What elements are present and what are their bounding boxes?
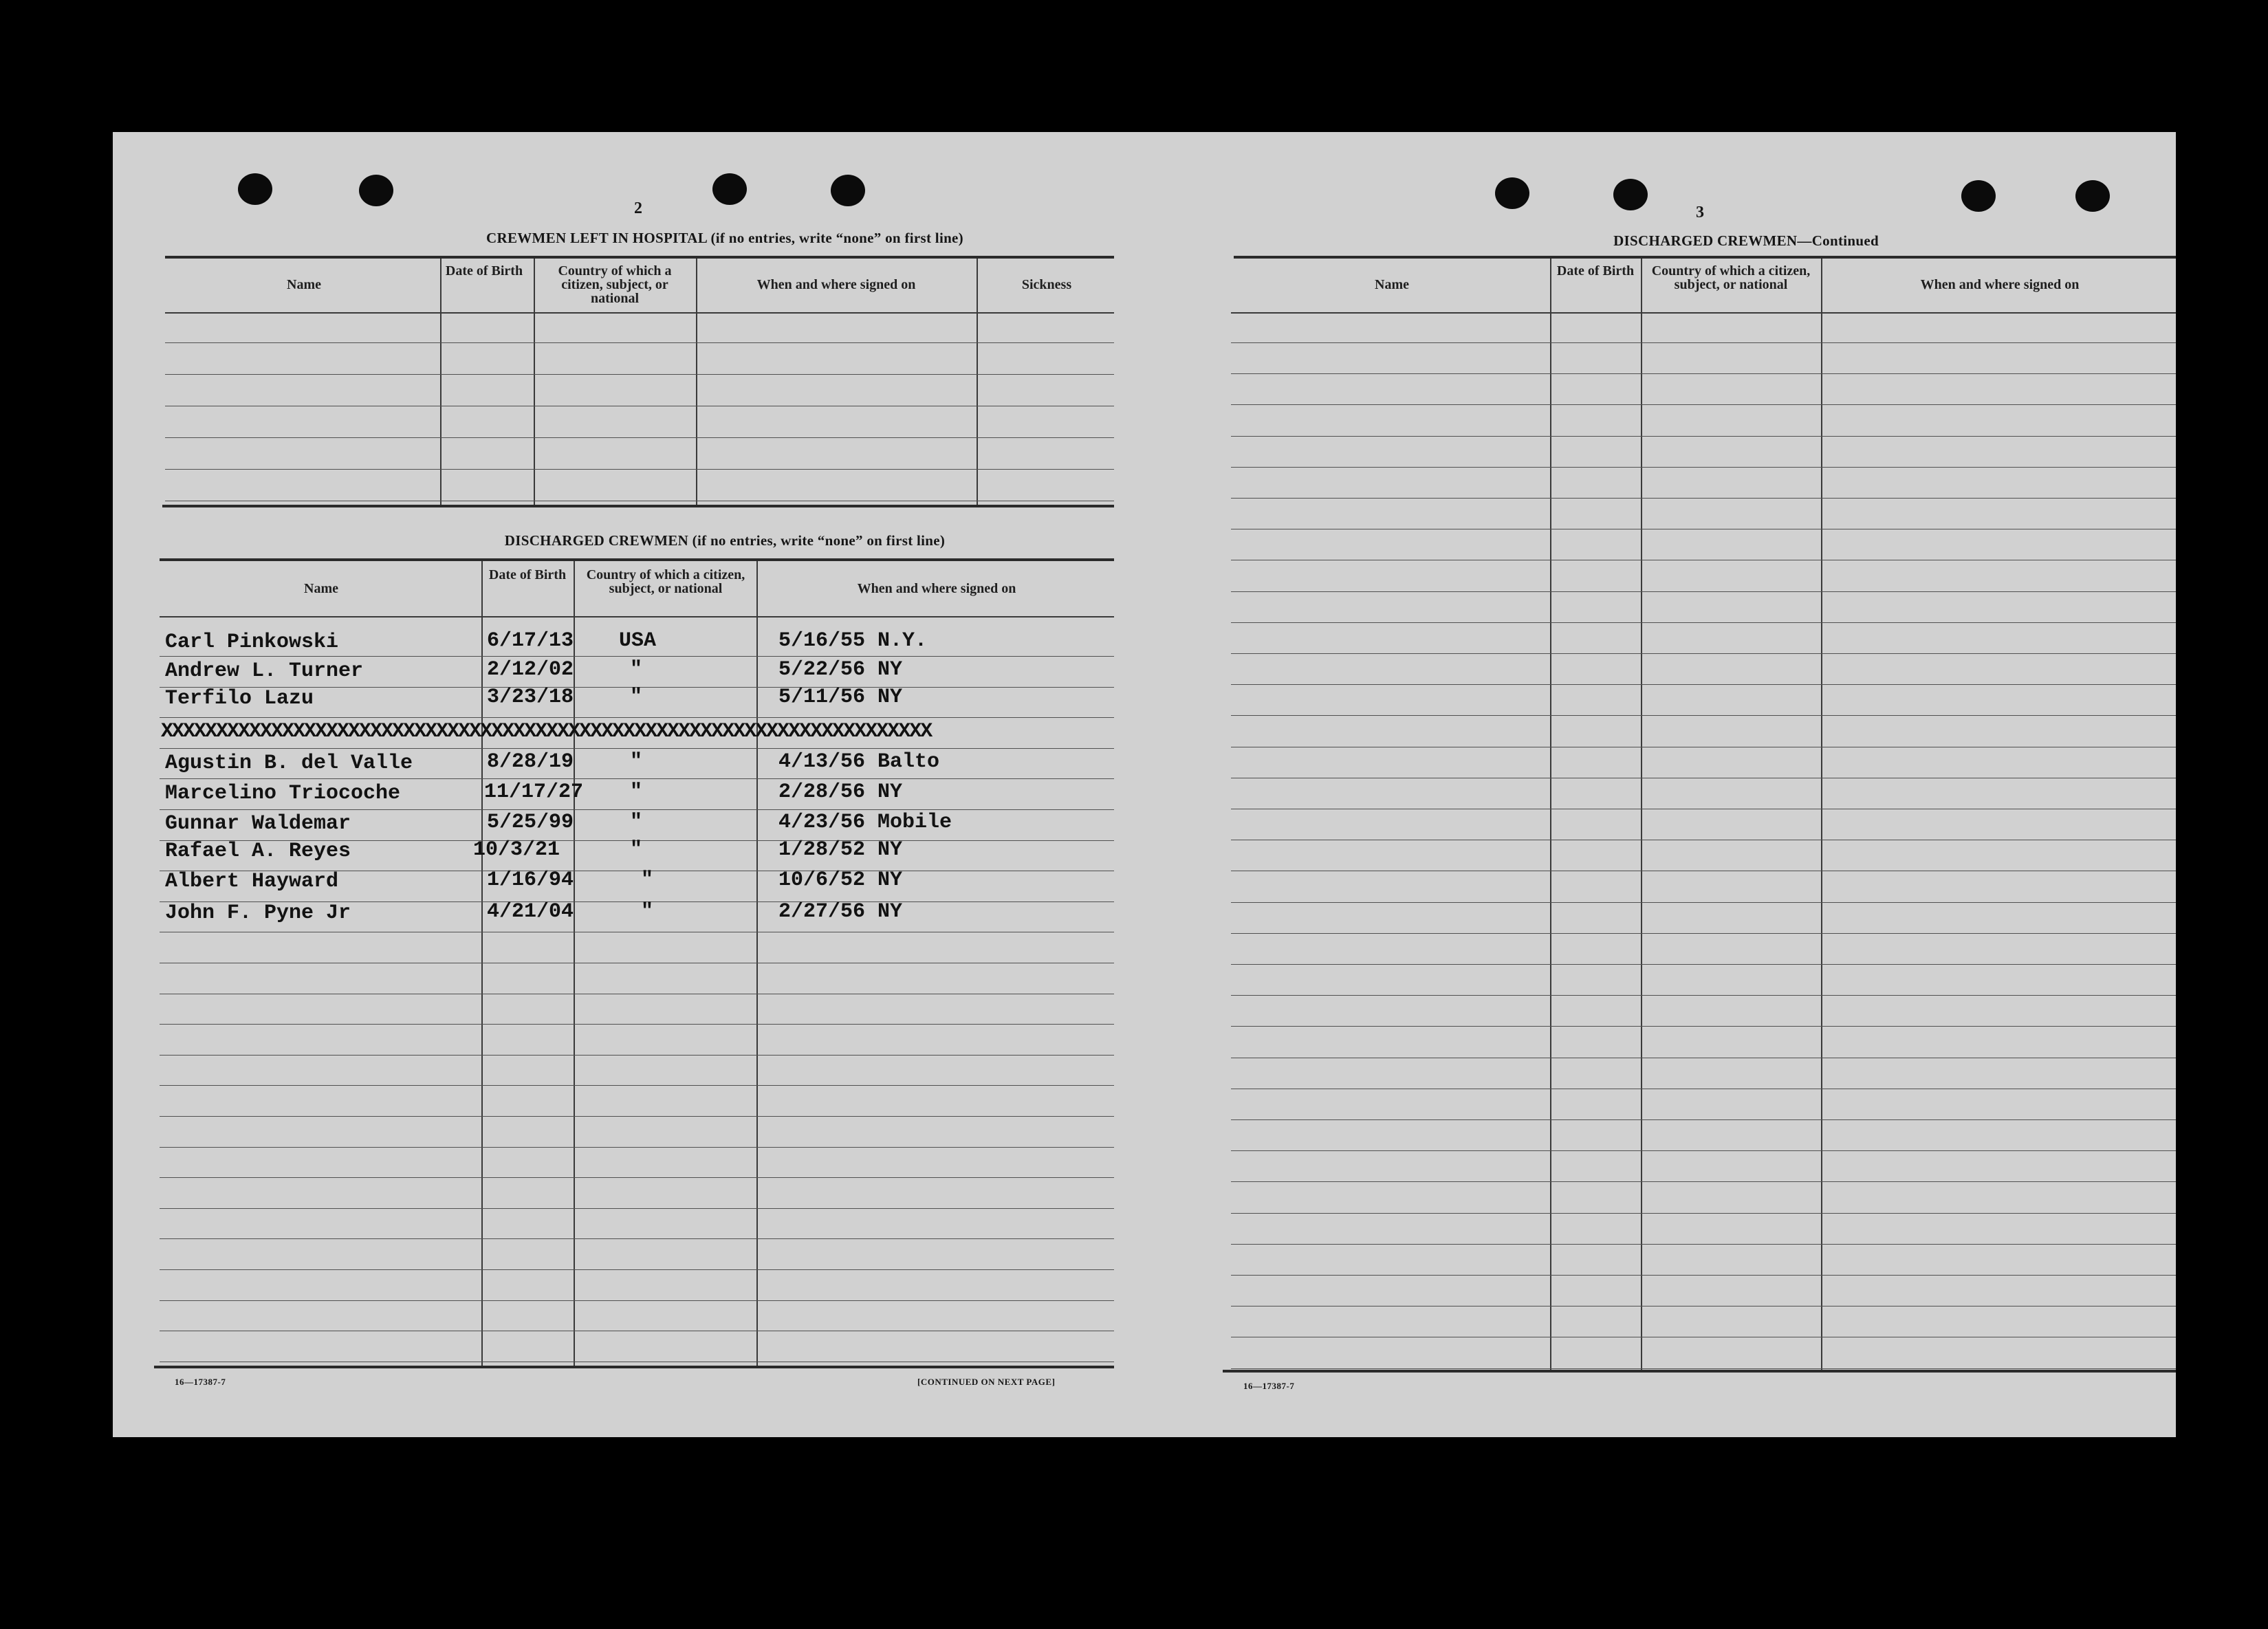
punch-hole [712,173,747,205]
discharged-col-divider [756,561,758,1366]
crew-country: " [630,658,643,681]
form-number-right: 16—17387-7 [1243,1381,1295,1391]
ruled-line [1231,373,2176,374]
discharged-header-dob: Date of Birth [488,567,567,582]
crew-name: Andrew L. Turner [165,659,364,683]
hospital-table-header-rule [165,312,1114,314]
ruled-line [1231,1368,2176,1369]
crew-country: USA [619,629,657,653]
punch-hole [238,173,272,205]
ruled-line [1231,1244,2176,1245]
crew-name: Gunnar Waldemar [165,812,351,835]
punch-hole [1961,180,1996,212]
ruled-line [160,748,1114,749]
crew-name: Rafael A. Reyes [165,840,351,863]
ruled-line [1231,715,2176,716]
ruled-line [160,1116,1114,1117]
continued-col-divider [1821,259,1822,1370]
crew-dob: 11/17/27 [484,780,584,804]
crew-country: " [630,780,643,804]
crew-dob: 1/16/94 [487,868,574,892]
crew-name: Albert Hayward [165,870,339,893]
ruled-line [160,1208,1114,1209]
ruled-line [1231,498,2176,499]
crew-country: " [630,811,643,834]
ruled-line [165,342,1114,343]
ruled-line [1231,342,2176,343]
crew-dob: 10/3/21 [473,838,560,862]
hospital-col-divider [534,259,535,505]
crew-country: " [641,868,654,892]
ruled-line [1231,622,2176,623]
page-number-left: 2 [634,199,642,217]
crew-signed-on: 4/23/56 Mobile [778,811,952,834]
ruled-line [1231,1213,2176,1214]
ruled-line [1231,1275,2176,1276]
continued-note: [CONTINUED ON NEXT PAGE] [917,1377,1056,1387]
hospital-col-divider [977,259,978,505]
crew-name: Terfilo Lazu [165,687,314,710]
hospital-header-sickness: Sickness [1021,277,1072,292]
hospital-header-name: Name [287,277,321,292]
document-sheet [113,132,2176,1437]
crew-name: Marcelino Triocoche [165,782,401,805]
crew-dob: 3/23/18 [487,686,574,709]
discharged-table-top-rule [160,558,1114,561]
crew-dob: 8/28/19 [487,750,574,774]
hospital-section-title: CREWMEN LEFT IN HOSPITAL (if no entries, write “none” on first line) [486,230,963,246]
ruled-line [165,469,1114,470]
crew-dob: 6/17/13 [487,629,574,653]
discharged-col-divider [481,561,483,1366]
ruled-line [165,374,1114,375]
discharged-table-bottom-rule [154,1366,1114,1368]
ruled-line [160,1085,1114,1086]
ruled-line [160,1238,1114,1239]
ruled-line [1231,591,2176,592]
ruled-line [1231,1306,2176,1307]
ruled-line [1231,467,2176,468]
punch-hole [2075,180,2110,212]
ruled-line [160,656,1114,657]
ruled-line [1231,1181,2176,1182]
crew-country: " [630,838,643,862]
crew-dob: 5/25/99 [487,811,574,834]
crew-signed-on: 5/16/55 N.Y. [778,629,928,653]
crew-dob: 4/21/04 [487,900,574,923]
hospital-header-dob: Date of Birth [445,263,523,278]
crew-name: Carl Pinkowski [165,631,339,654]
ruled-line [1231,684,2176,685]
crew-dob: 2/12/02 [487,658,574,681]
discharged-section-title: DISCHARGED CREWMEN (if no entries, write “none” on first line) [504,532,946,549]
crew-signed-on: 4/13/56 Balto [778,750,940,774]
continued-header-name: Name [1375,277,1409,292]
discharged-header-signed-on: When and where signed on [857,581,1016,596]
punch-hole [1495,177,1529,209]
continued-table-header-rule [1231,312,2176,314]
ruled-line [160,717,1114,718]
continued-table-bottom-rule [1223,1370,2176,1373]
ruled-line [160,1147,1114,1148]
hospital-col-divider [440,259,441,505]
ruled-line [1231,404,2176,405]
ruled-line [1231,933,2176,934]
crew-signed-on: 10/6/52 NY [778,868,903,892]
ruled-line [1231,1119,2176,1120]
ruled-line [1231,902,2176,903]
crew-signed-on: 5/11/56 NY [778,686,903,709]
discharged-continued-title: DISCHARGED CREWMEN—Continued [1613,232,1879,249]
ruled-line [1231,436,2176,437]
discharged-col-divider [574,561,575,1366]
discharged-header-name: Name [304,581,338,596]
continued-header-signed-on: When and where signed on [1920,277,2080,292]
ruled-line [1231,964,2176,965]
discharged-header-country: Country of which a citizen, subject, or national [586,567,745,596]
crew-signed-on: 2/27/56 NY [778,900,903,923]
continued-table-top-rule [1234,256,2176,259]
hospital-col-divider [696,259,697,505]
ruled-line [160,1055,1114,1056]
crew-country: " [641,900,654,923]
discharged-table-header-rule [160,616,1114,617]
ruled-line [1231,995,2176,996]
continued-header-dob: Date of Birth [1556,263,1635,278]
continued-col-divider [1641,259,1642,1370]
hospital-header-country: Country of which a citizen, subject, or national [558,263,672,306]
ruled-line [160,1024,1114,1025]
ruled-line [160,809,1114,810]
ruled-line [160,1177,1114,1178]
crew-country: " [630,686,643,709]
ruled-line [160,778,1114,779]
crew-name: Agustin B. del Valle [165,752,413,775]
page-number-right: 3 [1696,204,1704,221]
struck-out-entry: XXXXXXXXXXXXXXXXXXXXXXXXXXXXXXXXXXXXXXXXXXXXXXXXXXXXXXXXXXXXXXXXXXXXXX [161,721,932,743]
continued-col-divider [1550,259,1551,1370]
ruled-line [160,1300,1114,1301]
punch-hole [359,175,393,206]
form-number-left: 16—17387-7 [175,1377,226,1387]
hospital-table-top-rule [165,256,1114,259]
ruled-line [1231,653,2176,654]
ruled-line [1231,1026,2176,1027]
crew-signed-on: 2/28/56 NY [778,780,903,804]
punch-hole [1613,179,1648,210]
crew-signed-on: 5/22/56 NY [778,658,903,681]
ruled-line [160,1269,1114,1270]
ruled-line [165,437,1114,438]
hospital-header-signed-on: When and where signed on [756,277,916,292]
crew-country: " [630,750,643,774]
crew-name: John F. Pyne Jr [165,901,351,925]
punch-hole [831,175,865,206]
crew-signed-on: 1/28/52 NY [778,838,903,862]
ruled-line [1231,1150,2176,1151]
hospital-table-bottom-rule [162,505,1114,507]
continued-header-country: Country of which a citizen, subject, or national [1651,263,1811,292]
